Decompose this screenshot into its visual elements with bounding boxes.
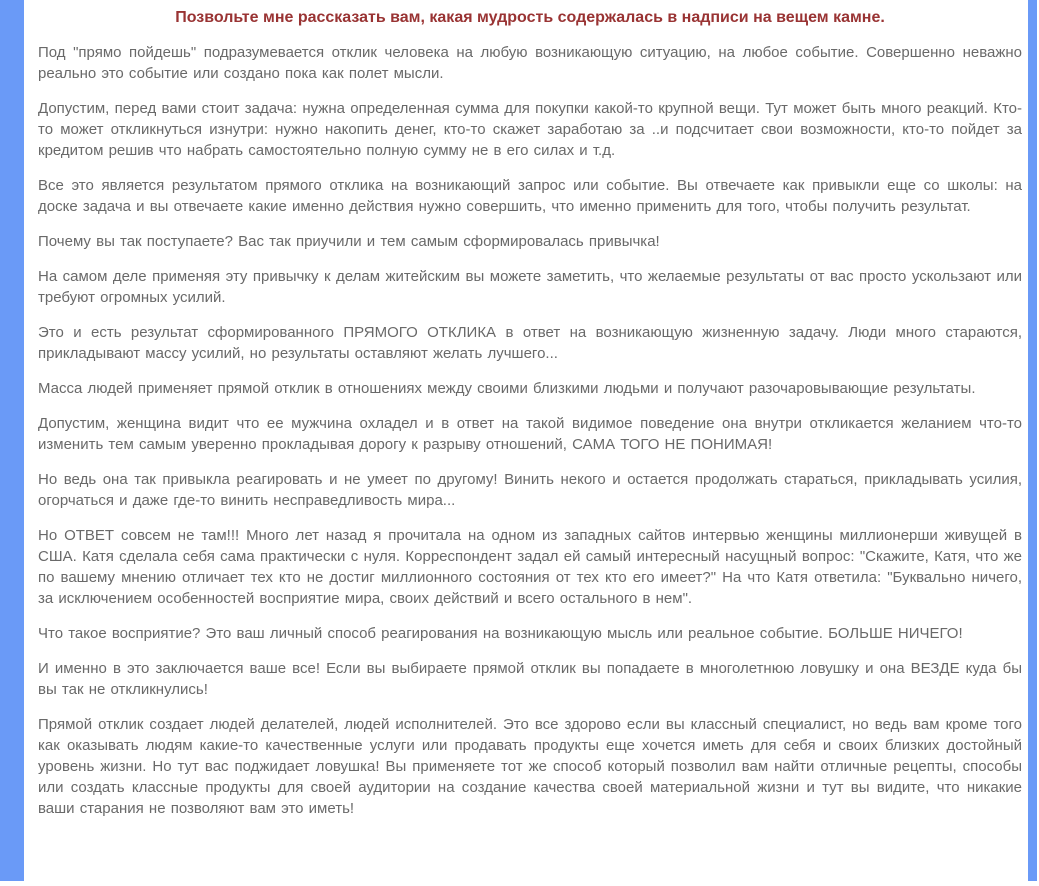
paragraph: Допустим, женщина видит что ее мужчина охладел и в ответ на такой видимое поведение она внутри откликается желанием что-то изменить тем самым уверенно прокладывая дорогу к разрыву отношений, САМА ТОГО НЕ ПОНИМАЯ! <box>38 415 1022 453</box>
article-content <box>38 7 1022 833</box>
paragraph: Под "прямо пойдешь" подразумевается отклик человека на любую возникающую ситуацию, на любое событие. Совершенно неважно реально это событие или создано пока как полет мысли. <box>38 44 1022 82</box>
paragraph: Это и есть результат сформированного ПРЯМОГО ОТКЛИКА в ответ на возникающую жизненную задачу. Люди много стараются, прикладывают массу усилий, но результаты оставляют желать лучшего... <box>38 324 1022 362</box>
left-border-decoration <box>0 0 24 881</box>
paragraph: Прямой отклик создает людей делателей, людей исполнителей. Это все здорово если вы классный специалист, но ведь вам кроме того как оказывать людям какие-то качественные услуги или продавать продукты еще хочется иметь для себя и своих близких достойный уровень жизни. Но тут вас поджидает ловушка! Вы применяете тот же способ который позволил вам найти отличные рецепты, способы или создать классные продукты для своей аудитории на создание качества своей материальной жизни и тут вы видите, что никакие ваши старания не позволяют вам это иметь! <box>38 716 1022 817</box>
paragraph: Что такое восприятие? Это ваш личный способ реагирования на возникающую мысль или реальное событие. БОЛЬШЕ НИЧЕГО! <box>38 625 963 642</box>
paragraph: Все это является результатом прямого отклика на возникающий запрос или событие. Вы отвечаете как привыкли еще со школы: на доске задача и вы отвечаете какие именно действия нужно совершить, что именно применить для того, чтобы получить результат. <box>38 177 1022 215</box>
paragraph: На самом деле применяя эту привычку к делам житейским вы можете заметить, что желаемые результаты от вас просто ускользают или требуют огромных усилий. <box>38 268 1022 306</box>
article-body <box>38 42 1022 819</box>
page-title: Позвольте мне рассказать вам, какая мудрость содержалась в надписи на вещем камне. <box>175 9 885 26</box>
paragraph: Масса людей применяет прямой отклик в отношениях между своими близкими людьми и получают разочаровывающие результаты. <box>38 380 976 397</box>
paragraph: И именно в это заключается ваше все! Если вы выбираете прямой отклик вы попадаете в многолетнюю ловушку и она ВЕЗДЕ куда бы вы так не откликнулись! <box>38 660 1022 698</box>
paragraph: Допустим, перед вами стоит задача: нужна определенная сумма для покупки какой-то крупной вещи. Тут может быть много реакций. Кто-то может откликнуться изнутри: нужно накопить денег, кто-то скажет заработаю за ..и подсчитает свои возможности, кто-то пойдет за кредитом решив что набрать самостоятельно полную сумму не в его силах и т.д. <box>38 100 1022 159</box>
paragraph: Но ОТВЕТ совсем не там!!! Много лет назад я прочитала на одном из западных сайтов интервью женщины миллионерши живущей в США. Катя сделала себя сама практически с нуля. Корреспондент задал ей самый интересный насущный вопрос: "Скажите, Катя, что же по вашему мнению отличает тех кто не достиг миллионного состояния от тех кто его имеет?" На что Катя ответила: "Буквально ничего, за исключением особенностей восприятие мира, своих действий и всего остального в нем". <box>38 527 1022 607</box>
right-border-decoration <box>1028 0 1037 881</box>
paragraph: Но ведь она так привыкла реагировать и не умеет по другому! Винить некого и остается продолжать стараться, прикладывать усилия, огорчаться и даже где-то винить несправедливость мира... <box>38 471 1022 509</box>
paragraph: Почему вы так поступаете? Вас так приучили и тем самым сформировалась привычка! <box>38 233 660 250</box>
